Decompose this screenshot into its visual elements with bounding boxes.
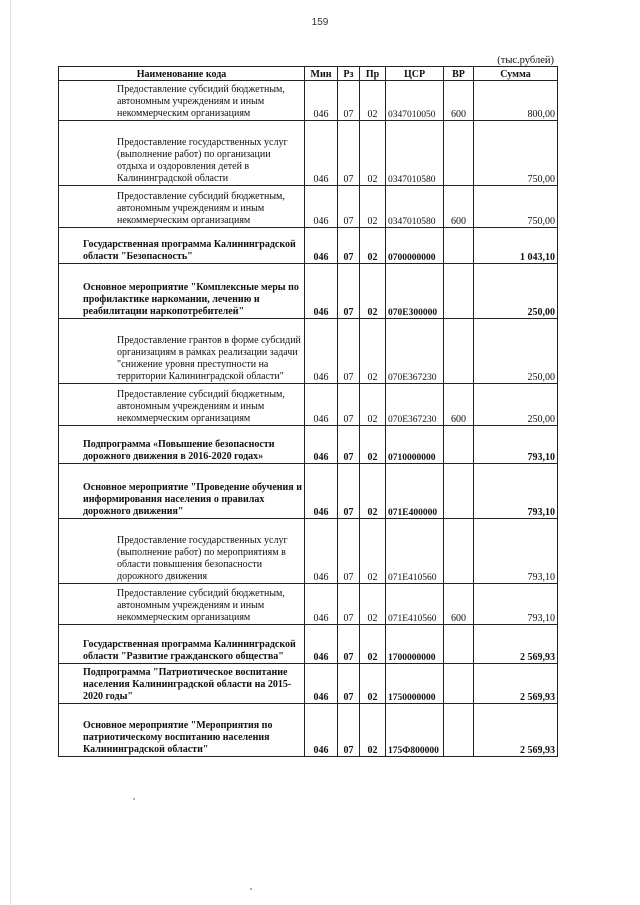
row-name: Государственная программа Калининградской области "Развитие гражданского общества" [59,625,305,664]
row-csr: 070Е367230 [386,319,444,384]
row-vr [444,625,474,664]
row-rz: 07 [338,664,360,704]
row-csr: 175Ф800000 [386,704,444,757]
table-row [59,228,558,264]
row-pr: 02 [360,704,386,757]
row-csr: 0347010580 [386,186,444,228]
table-row [59,426,558,464]
row-sum: 793,10 [474,426,558,464]
row-csr: 071Е400000 [386,464,444,519]
row-min: 046 [305,704,338,757]
row-pr: 02 [360,464,386,519]
row-rz: 07 [338,228,360,264]
row-rz: 07 [338,186,360,228]
row-name: Предоставление субсидий бюджетным, автономным учреждениям и иным некоммерческим организациям [59,384,305,426]
row-min: 046 [305,625,338,664]
table-row [59,464,558,519]
row-name: Предоставление субсидий бюджетным, автономным учреждениям и иным некоммерческим организациям [59,584,305,625]
table-row [59,81,558,121]
table-row [59,584,558,625]
header-csr: ЦСР [386,67,444,81]
row-pr: 02 [360,121,386,186]
row-name: Основное мероприятие "Мероприятия по патриотическому воспитанию населения Калининградской области" [59,704,305,757]
row-csr: 070Е300000 [386,264,444,319]
row-min: 046 [305,519,338,584]
row-sum: 793,10 [474,584,558,625]
row-vr [444,228,474,264]
row-vr: 600 [444,384,474,426]
row-pr: 02 [360,384,386,426]
row-rz: 07 [338,625,360,664]
row-csr: 0700000000 [386,228,444,264]
row-min: 046 [305,426,338,464]
row-rz: 07 [338,121,360,186]
row-csr: 0347010050 [386,81,444,121]
row-sum: 250,00 [474,264,558,319]
row-vr: 600 [444,186,474,228]
scan-speck [133,798,135,800]
row-vr [444,121,474,186]
row-name: Предоставление субсидий бюджетным, автономным учреждениям и иным некоммерческим организациям [59,81,305,121]
row-pr: 02 [360,264,386,319]
row-pr: 02 [360,319,386,384]
row-pr: 02 [360,519,386,584]
row-csr: 071Е410560 [386,584,444,625]
row-min: 046 [305,81,338,121]
row-min: 046 [305,121,338,186]
header-pr: Пр [360,67,386,81]
row-min: 046 [305,186,338,228]
row-name: Основное мероприятие "Проведение обучения и информирования населения о правилах дорожного движения" [59,464,305,519]
row-rz: 07 [338,264,360,319]
row-csr: 1750000000 [386,664,444,704]
row-vr [444,664,474,704]
row-pr: 02 [360,625,386,664]
row-rz: 07 [338,464,360,519]
row-csr: 0710000000 [386,426,444,464]
units-label: (тыс.рублей) [497,55,554,66]
table-row [59,384,558,426]
scan-speck [250,888,252,890]
table-row [59,264,558,319]
row-name: Подпрограмма "Патриотическое воспитание населения Калининградской области на 2015-2020 годы" [59,664,305,704]
row-name: Основное мероприятие "Комплексные меры по профилактике наркомании, лечению и реабилитации наркопотребителей" [59,264,305,319]
row-vr [444,704,474,757]
row-pr: 02 [360,426,386,464]
header-min: Мин [305,67,338,81]
row-pr: 02 [360,81,386,121]
table-row [59,319,558,384]
row-csr: 0347010580 [386,121,444,186]
row-rz: 07 [338,519,360,584]
row-name: Государственная программа Калининградской области "Безопасность" [59,228,305,264]
row-sum: 250,00 [474,384,558,426]
row-sum: 2 569,93 [474,625,558,664]
row-vr [444,319,474,384]
row-pr: 02 [360,664,386,704]
row-name: Предоставление грантов в форме субсидий организациям в рамках реализации задачи "снижение уровня преступности на территории Калининградской области" [59,319,305,384]
row-min: 046 [305,664,338,704]
row-vr: 600 [444,584,474,625]
row-sum: 800,00 [474,81,558,121]
row-rz: 07 [338,426,360,464]
page-number: 159 [311,17,329,28]
table-row [59,186,558,228]
row-sum: 2 569,93 [474,664,558,704]
header-sum: Сумма [474,67,558,81]
row-vr [444,264,474,319]
row-vr [444,464,474,519]
table-header-row [59,67,558,81]
row-rz: 07 [338,584,360,625]
table-row [59,121,558,186]
scan-margin-line [10,0,11,905]
row-vr [444,519,474,584]
row-rz: 07 [338,704,360,757]
row-name: Предоставление государственных услуг (выполнение работ) по мероприятиям в области повышения безопасности дорожного движения [59,519,305,584]
row-pr: 02 [360,228,386,264]
table-row [59,704,558,757]
row-rz: 07 [338,384,360,426]
row-sum: 2 569,93 [474,704,558,757]
row-vr [444,426,474,464]
table-row [59,519,558,584]
row-name: Предоставление государственных услуг (выполнение работ) по организации отдыха и оздоровления детей в Калининградской области [59,121,305,186]
row-name: Подпрограмма «Повышение безопасности дорожного движения в 2016-2020 годах» [59,426,305,464]
row-min: 046 [305,228,338,264]
row-rz: 07 [338,319,360,384]
row-min: 046 [305,319,338,384]
header-vr: ВР [444,67,474,81]
row-sum: 250,00 [474,319,558,384]
row-sum: 793,10 [474,519,558,584]
row-vr: 600 [444,81,474,121]
budget-table [58,66,558,757]
row-sum: 750,00 [474,186,558,228]
row-sum: 750,00 [474,121,558,186]
row-min: 046 [305,584,338,625]
row-sum: 793,10 [474,464,558,519]
row-csr: 071Е410560 [386,519,444,584]
table-row [59,664,558,704]
row-sum: 1 043,10 [474,228,558,264]
row-pr: 02 [360,584,386,625]
row-rz: 07 [338,81,360,121]
header-rz: Рз [338,67,360,81]
header-name: Наименование кода [59,67,305,81]
row-pr: 02 [360,186,386,228]
row-min: 046 [305,464,338,519]
row-csr: 1700000000 [386,625,444,664]
row-min: 046 [305,264,338,319]
table-row [59,625,558,664]
row-min: 046 [305,384,338,426]
row-csr: 070Е367230 [386,384,444,426]
row-name: Предоставление субсидий бюджетным, автономным учреждениям и иным некоммерческим организациям [59,186,305,228]
